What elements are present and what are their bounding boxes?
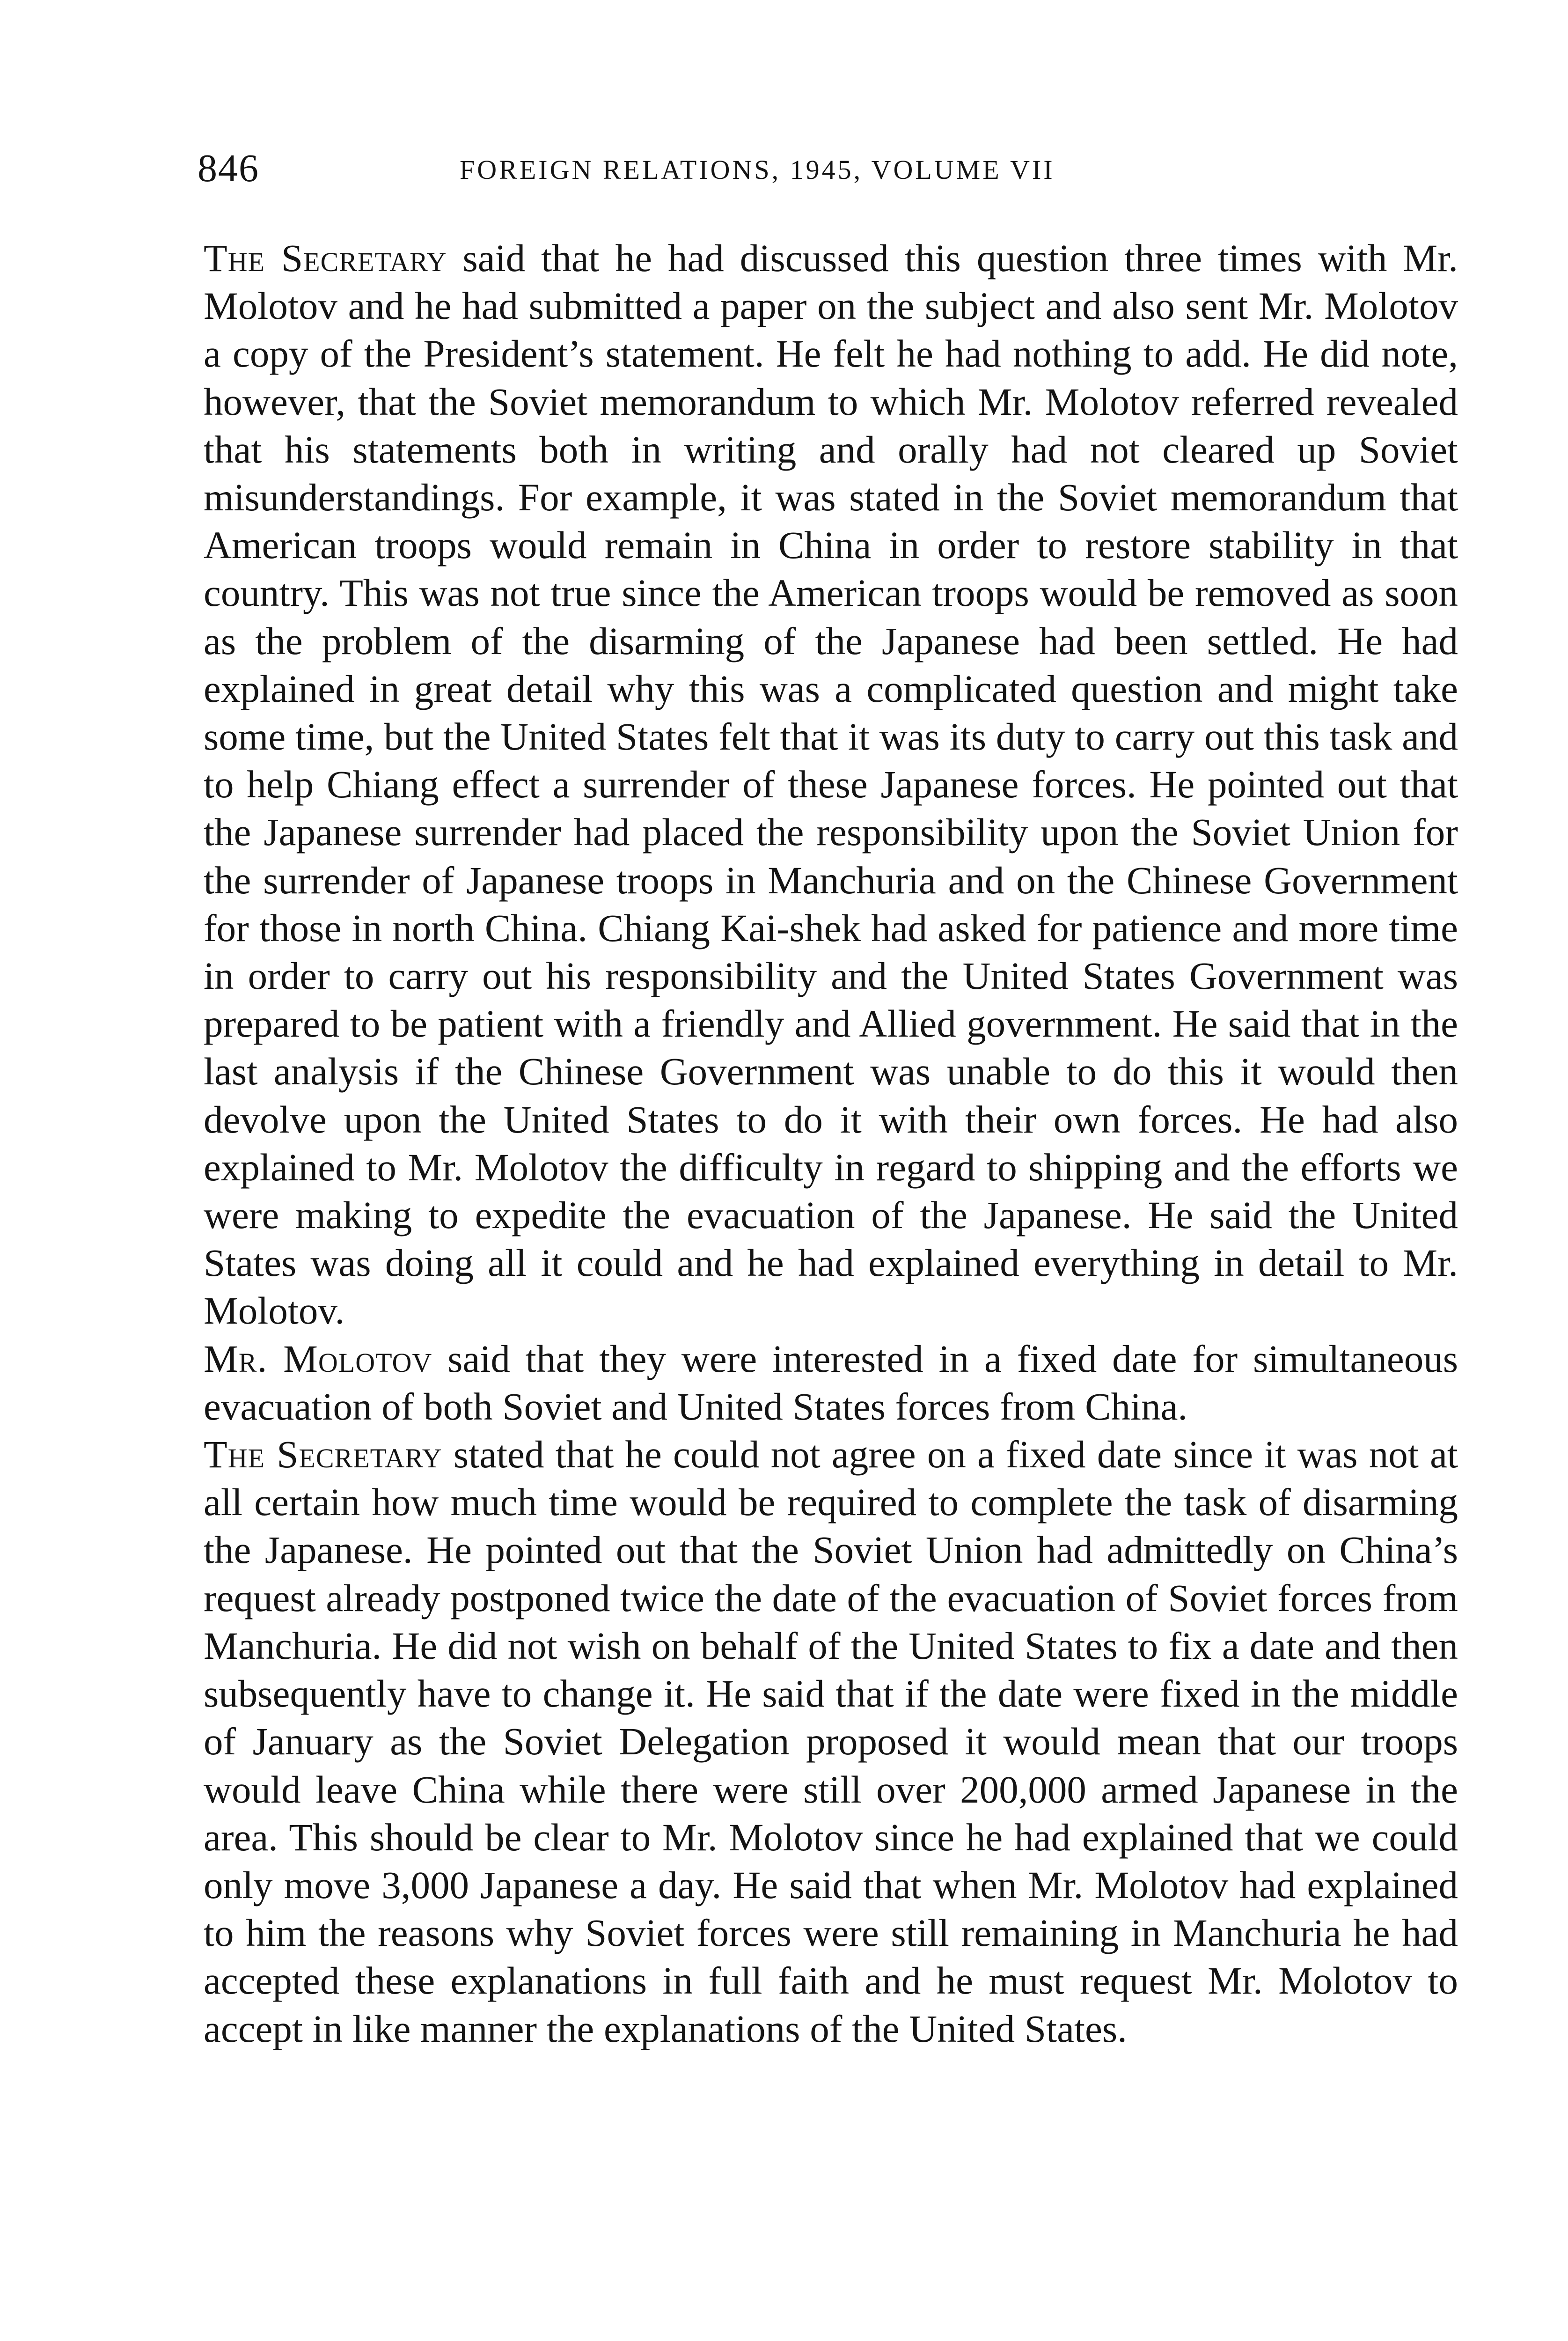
paragraph-text: said that he had discussed this question three times with Mr. Molotov and he had submitted a paper on the subject and also sent Mr. Molotov a copy of the President’s statement. He felt he had nothing to add. He did note, however, that the Soviet memorandum to which Mr. Molotov referred revealed that his statements both in writing and orally had not cleared up Soviet misunderstandings. For example, it was stated in the Soviet memorandum that American troops would remain in China in order to restore stability in that country. This was not true since the American troops would be removed as soon as the problem of the disarming of the Japanese had been settled. He had explained in great detail why this was a complicated question and might take some time, but the United States felt that it was its duty to carry out this task and to help Chiang effect a surrender of these Japanese forces. He pointed out that the Japanese surrender had placed the responsibility upon the Soviet Union for the surrender of Japanese troops in Manchuria and on the Chinese Government for those in north China. Chiang Kai-shek had asked for patience and more time in order to carry out his responsibility and the United States Government was prepared to be patient with a friendly and Allied government. He said that in the last analysis if the Chinese Government was unable to do this it would then devolve upon the United States to do it with their own forces. He had also explained to Mr. Molotov the difficulty in regard to shipping and the efforts we were making to expedite the evacuation of the Japanese. He said the United States was doing all it could and he had explained everything in detail to Mr. Molotov. [204,236,1458,1332]
paragraph-secretary-2 [204,1430,1458,2053]
paragraph-molotov [204,1335,1458,1430]
body-text [204,234,1458,2053]
page-number: 846 [198,147,259,190]
speaker-name: The Secretary [204,236,447,280]
paragraph-text: said that they were interested in a fixed date for simultaneous evacuation of both Soviet and United States forces from China. [204,1337,1458,1428]
speaker-name: The Secretary [204,1433,442,1476]
speaker-name: Mr. Molotov [204,1337,432,1380]
page-header [198,143,1471,194]
running-title: FOREIGN RELATIONS, 1945, VOLUME VII [460,155,1055,185]
paragraph-secretary-1 [204,234,1458,1335]
paragraph-text: stated that he could not agree on a fixed date since it was not at all certain how much time would be required to complete the task of disarming the Japanese. He pointed out that the Soviet Union had admittedly on China’s request already postponed twice the date of the evacuation of Soviet forces from Manchuria. He did not wish on behalf of the United States to fix a date and then subsequently have to change it. He said that if the date were fixed in the middle of January as the Soviet Delegation proposed it would mean that our troops would leave China while there were still over 200,000 armed Japanese in the area. This should be clear to Mr. Molotov since he had explained that we could only move 3,000 Japanese a day. He said that when Mr. Molotov had explained to him the reasons why Soviet forces were still remaining in Manchuria he had accepted these explanations in full faith and he must request Mr. Molotov to accept in like manner the explanations of the United States. [204,1433,1458,2050]
